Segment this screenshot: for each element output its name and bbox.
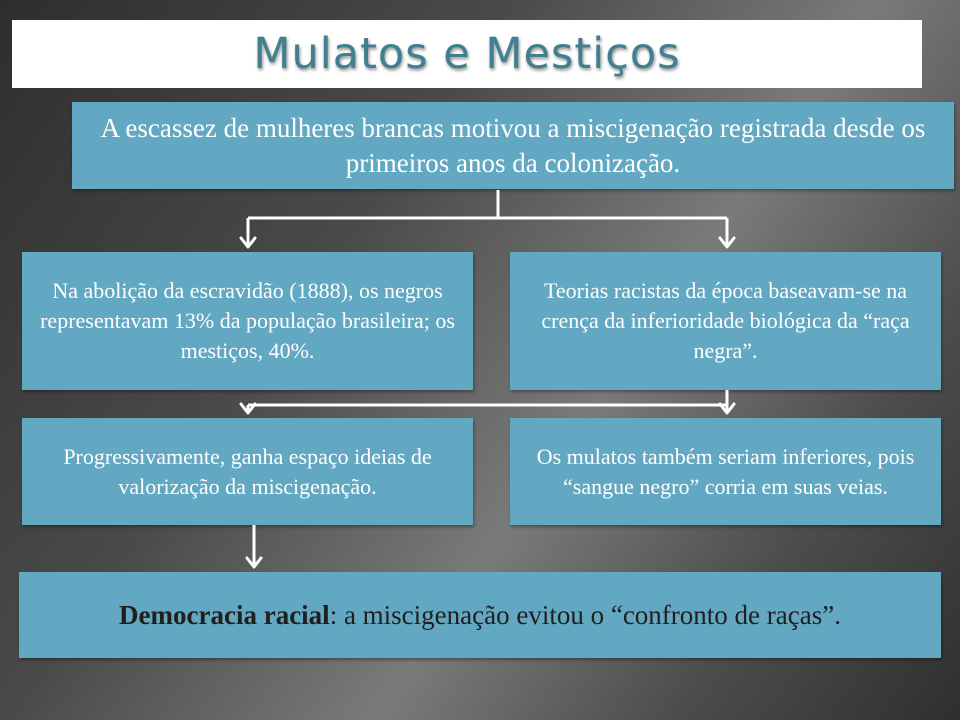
box-left2-text: Progressivamente, ganha espaço ideias de valorização da miscigenação. <box>63 443 432 499</box>
box-right1-text: Teorias racistas da época baseavam-se na crença da inferioridade biológica da “raça negra”. <box>541 278 910 363</box>
box-bottom-rest: : a miscigenação evitou o “confronto de raças”. <box>329 599 841 630</box>
slide-title: Mulatos e Mestiços <box>253 29 681 79</box>
box-top-text: A escassez de mulheres brancas motivou a miscigenação registrada desde os primeiros anos da colonização. <box>100 112 926 178</box>
box-right2-text: Os mulatos também seriam inferiores, pois “sangue negro” corria em suas veias. <box>536 443 915 499</box>
box-bottom-bold: Democracia racial <box>119 599 330 630</box>
box-left1-text: Na abolição da escravidão (1888), os negros representavam 13% da população brasileira; os mestiços, 40%. <box>40 278 455 363</box>
